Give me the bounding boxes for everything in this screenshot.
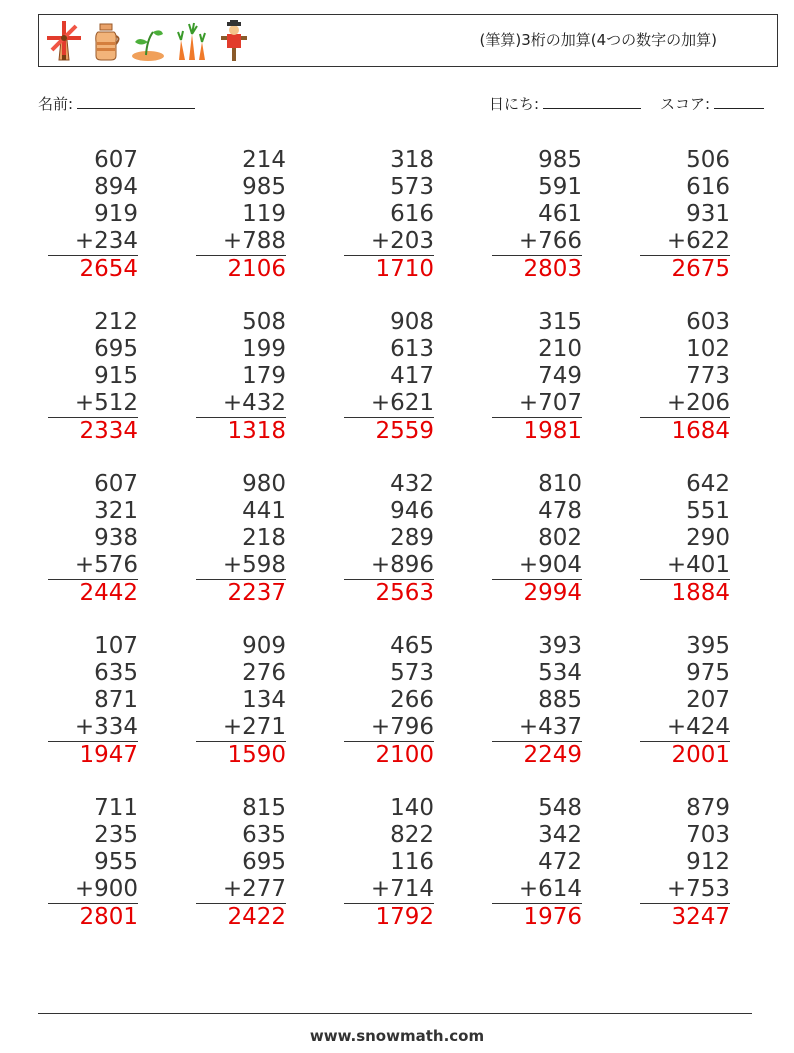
problem-1-1 [48, 147, 138, 283]
answer: 1792 [375, 904, 434, 930]
last-addend: +788 [196, 228, 286, 256]
addend: 506 [686, 147, 730, 173]
problem-5-5 [640, 795, 730, 931]
addend: 912 [686, 849, 730, 875]
score-label: スコア: [660, 95, 711, 113]
addend: 985 [242, 174, 286, 200]
addend: 342 [538, 822, 582, 848]
problem-3-2 [196, 471, 286, 607]
last-addend: +576 [48, 552, 138, 580]
last-addend: +896 [344, 552, 434, 580]
addend: 980 [242, 471, 286, 497]
addend: 116 [390, 849, 434, 875]
answer: 1318 [227, 418, 286, 444]
addend: 616 [390, 201, 434, 227]
addend: 417 [390, 363, 434, 389]
addend: 235 [94, 822, 138, 848]
last-addend: +900 [48, 876, 138, 904]
addend: 711 [94, 795, 138, 821]
last-addend: +424 [640, 714, 730, 742]
problem-5-2 [196, 795, 286, 931]
answer: 2249 [523, 742, 582, 768]
answer: 2442 [79, 580, 138, 606]
addend: 212 [94, 309, 138, 335]
answer: 2801 [79, 904, 138, 930]
addend: 879 [686, 795, 730, 821]
problem-2-3 [344, 309, 434, 445]
answer: 2994 [523, 580, 582, 606]
addend: 871 [94, 687, 138, 713]
addend: 938 [94, 525, 138, 551]
addend: 695 [242, 849, 286, 875]
addend: 616 [686, 174, 730, 200]
addend: 908 [390, 309, 434, 335]
problem-4-4 [492, 633, 582, 769]
addend: 548 [538, 795, 582, 821]
answer: 1947 [79, 742, 138, 768]
addend: 134 [242, 687, 286, 713]
last-addend: +401 [640, 552, 730, 580]
addend: 607 [94, 147, 138, 173]
problem-3-5 [640, 471, 730, 607]
addend: 773 [686, 363, 730, 389]
addend: 919 [94, 201, 138, 227]
last-addend: +512 [48, 390, 138, 418]
addend: 885 [538, 687, 582, 713]
addend: 534 [538, 660, 582, 686]
addend: 822 [390, 822, 434, 848]
last-addend: +621 [344, 390, 434, 418]
addend: 432 [390, 471, 434, 497]
addend: 695 [94, 336, 138, 362]
last-addend: +766 [492, 228, 582, 256]
last-addend: +334 [48, 714, 138, 742]
date-label: 日にち: [489, 95, 540, 113]
addend: 946 [390, 498, 434, 524]
answer: 1884 [671, 580, 730, 606]
problem-5-1 [48, 795, 138, 931]
answer: 1684 [671, 418, 730, 444]
addend: 289 [390, 525, 434, 551]
problem-2-4 [492, 309, 582, 445]
addend: 573 [390, 174, 434, 200]
addend: 102 [686, 336, 730, 362]
answer: 2100 [375, 742, 434, 768]
addend: 393 [538, 633, 582, 659]
problem-3-4 [492, 471, 582, 607]
addend: 318 [390, 147, 434, 173]
problem-1-3 [344, 147, 434, 283]
addend: 472 [538, 849, 582, 875]
last-addend: +598 [196, 552, 286, 580]
addend: 915 [94, 363, 138, 389]
addend: 140 [390, 795, 434, 821]
last-addend: +432 [196, 390, 286, 418]
addend: 461 [538, 201, 582, 227]
addend: 508 [242, 309, 286, 335]
addend: 613 [390, 336, 434, 362]
addend: 815 [242, 795, 286, 821]
addend: 276 [242, 660, 286, 686]
footer-divider [38, 1013, 752, 1014]
answer: 2334 [79, 418, 138, 444]
answer: 2563 [375, 580, 434, 606]
answer: 1981 [523, 418, 582, 444]
answer: 1710 [375, 256, 434, 282]
problem-2-1 [48, 309, 138, 445]
problem-3-1 [48, 471, 138, 607]
last-addend: +796 [344, 714, 434, 742]
addend: 975 [686, 660, 730, 686]
problem-4-1 [48, 633, 138, 769]
addend: 703 [686, 822, 730, 848]
addend: 802 [538, 525, 582, 551]
addend: 603 [686, 309, 730, 335]
addend: 321 [94, 498, 138, 524]
answer: 3247 [671, 904, 730, 930]
addend: 894 [94, 174, 138, 200]
addend: 642 [686, 471, 730, 497]
problem-3-3 [344, 471, 434, 607]
last-addend: +614 [492, 876, 582, 904]
addend: 551 [686, 498, 730, 524]
addend: 210 [538, 336, 582, 362]
problem-2-2 [196, 309, 286, 445]
addend: 635 [94, 660, 138, 686]
last-addend: +271 [196, 714, 286, 742]
addend: 810 [538, 471, 582, 497]
addend: 441 [242, 498, 286, 524]
addend: 207 [686, 687, 730, 713]
addend: 199 [242, 336, 286, 362]
problem-1-2 [196, 147, 286, 283]
answer: 2237 [227, 580, 286, 606]
problem-1-4 [492, 147, 582, 283]
addend: 266 [390, 687, 434, 713]
addend: 214 [242, 147, 286, 173]
addend: 635 [242, 822, 286, 848]
last-addend: +753 [640, 876, 730, 904]
addend: 909 [242, 633, 286, 659]
name-label: 名前: [38, 95, 74, 113]
last-addend: +277 [196, 876, 286, 904]
addend: 955 [94, 849, 138, 875]
problem-4-2 [196, 633, 286, 769]
addend: 218 [242, 525, 286, 551]
last-addend: +904 [492, 552, 582, 580]
last-addend: +206 [640, 390, 730, 418]
problem-4-5 [640, 633, 730, 769]
addend: 290 [686, 525, 730, 551]
addend: 749 [538, 363, 582, 389]
answer: 2559 [375, 418, 434, 444]
problem-4-3 [344, 633, 434, 769]
addend: 119 [242, 201, 286, 227]
addend: 478 [538, 498, 582, 524]
answer: 2654 [79, 256, 138, 282]
answer: 2675 [671, 256, 730, 282]
last-addend: +437 [492, 714, 582, 742]
addend: 931 [686, 201, 730, 227]
last-addend: +203 [344, 228, 434, 256]
addend: 985 [538, 147, 582, 173]
answer: 2106 [227, 256, 286, 282]
addend: 395 [686, 633, 730, 659]
answer: 2001 [671, 742, 730, 768]
last-addend: +714 [344, 876, 434, 904]
problem-5-4 [492, 795, 582, 931]
answer: 2422 [227, 904, 286, 930]
answer: 1590 [227, 742, 286, 768]
addend: 573 [390, 660, 434, 686]
addend: 107 [94, 633, 138, 659]
problem-2-5 [640, 309, 730, 445]
addend: 465 [390, 633, 434, 659]
addend: 179 [242, 363, 286, 389]
footer-site: www.snowmath.com [309, 1027, 485, 1045]
answer: 2803 [523, 256, 582, 282]
worksheet-title: (筆算)3桁の加算(4つの数字の加算) [479, 31, 717, 49]
addend: 315 [538, 309, 582, 335]
addend: 591 [538, 174, 582, 200]
last-addend: +707 [492, 390, 582, 418]
problem-1-5 [640, 147, 730, 283]
addend: 607 [94, 471, 138, 497]
answer: 1976 [523, 904, 582, 930]
last-addend: +622 [640, 228, 730, 256]
last-addend: +234 [48, 228, 138, 256]
problem-5-3 [344, 795, 434, 931]
